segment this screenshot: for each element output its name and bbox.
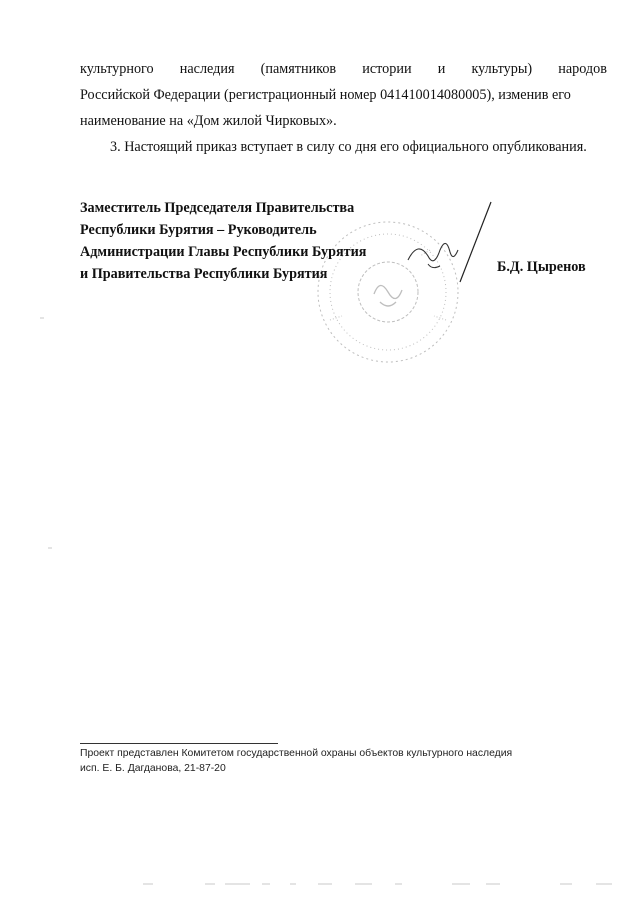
- paragraph-line: Российской Федерации (регистрационный номер 041410014080005), изменив его: [80, 87, 571, 103]
- handwritten-signature: [398, 198, 508, 288]
- word: культурного: [80, 61, 154, 77]
- word: наследия: [179, 61, 235, 77]
- word: культуры): [471, 61, 533, 77]
- signatory-position-line: Администрации Главы Республики Бурятия: [80, 244, 367, 260]
- signatory-position-line: Республики Бурятия – Руководитель: [80, 222, 317, 238]
- signature-block: [80, 197, 380, 285]
- paragraph-continuation: [80, 56, 607, 134]
- signer-name: Б.Д. Цыренов: [497, 259, 586, 275]
- signatory-position-line: Заместитель Председателя Правительства: [80, 200, 355, 216]
- footnote-divider: [80, 743, 278, 744]
- word: народов: [558, 61, 607, 77]
- word: истории: [362, 61, 412, 77]
- footnote-line: Проект представлен Комитетом государственной охраны объектов культурного наследия: [80, 748, 513, 759]
- footnote: [80, 746, 512, 776]
- word: и: [437, 61, 446, 77]
- paragraph-line-justified: [80, 56, 607, 82]
- word: (памятников: [260, 61, 337, 77]
- item-3-paragraph: 3. Настоящий приказ вступает в силу со дня его официального опубликования.: [110, 139, 587, 155]
- footnote-line: исп. Е. Б. Дагданова, 21-87-20: [80, 763, 226, 774]
- paragraph-line: наименование на «Дом жилой Чирковых».: [80, 113, 337, 129]
- signatory-position-line: и Правительства Республики Бурятия: [80, 266, 328, 282]
